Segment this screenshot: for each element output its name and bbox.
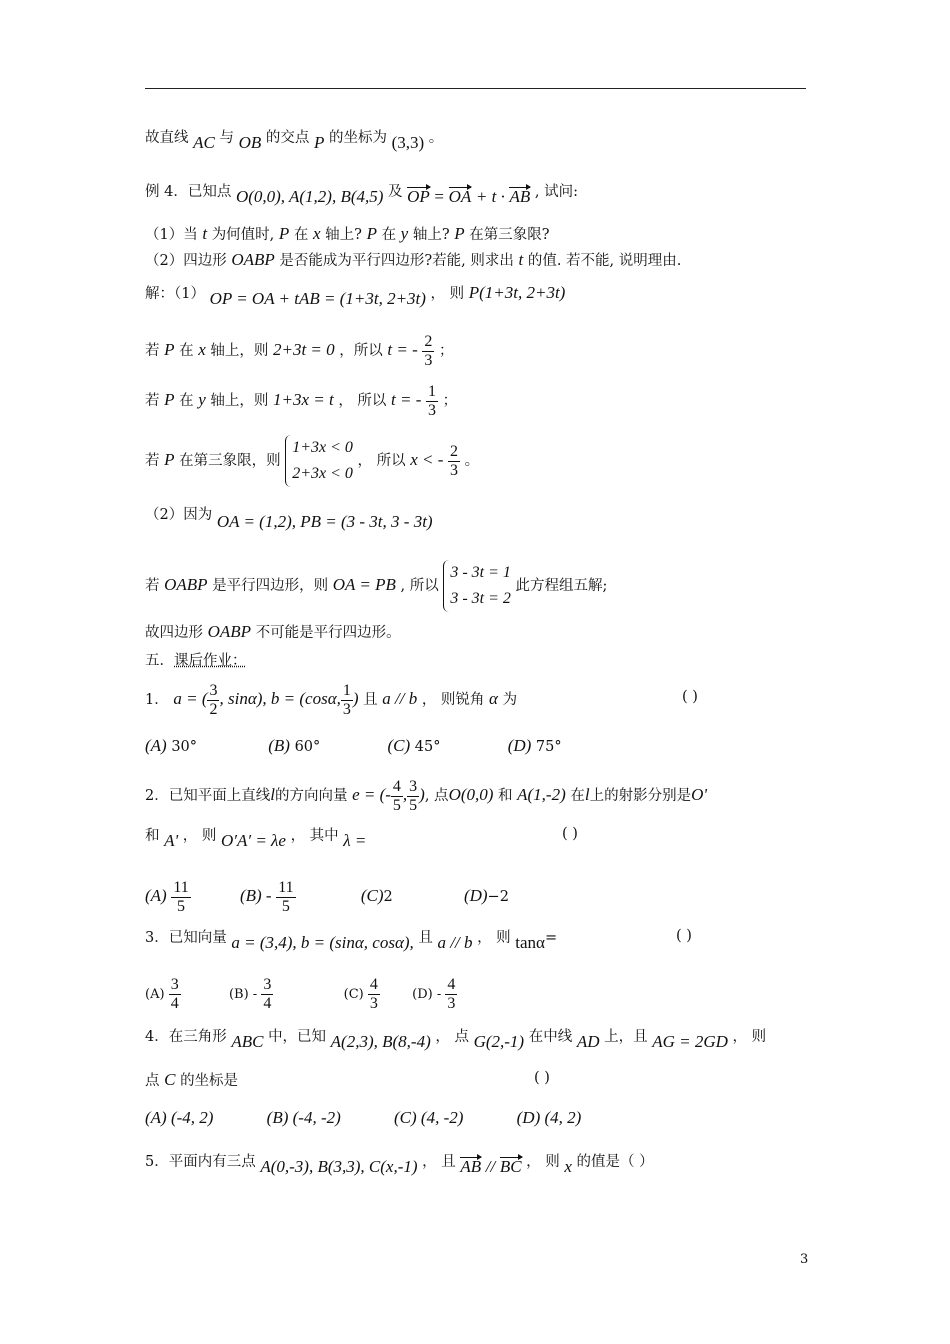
math: t = - bbox=[387, 340, 418, 359]
math: P bbox=[164, 390, 175, 409]
math: α bbox=[489, 689, 498, 708]
numerator: 3 bbox=[209, 681, 218, 699]
text: 在第三象限，则 bbox=[179, 453, 281, 469]
fraction bbox=[391, 778, 403, 815]
math: a = ( bbox=[173, 689, 208, 708]
text: 在 bbox=[179, 343, 194, 359]
math: // bbox=[485, 1157, 496, 1176]
text: ， 所以 bbox=[357, 453, 406, 469]
denominator: 5 bbox=[392, 796, 401, 814]
section-heading bbox=[145, 651, 247, 671]
text: ； bbox=[442, 393, 458, 409]
denominator: 3 bbox=[447, 995, 456, 1012]
text: 在 bbox=[381, 227, 397, 243]
math: a = (3,4), b = (sinα, cosα), bbox=[231, 933, 414, 952]
math: OB bbox=[238, 133, 262, 152]
question-3-options bbox=[145, 972, 457, 1018]
math: l bbox=[584, 785, 590, 804]
text: ， 所以 bbox=[338, 393, 387, 409]
math: ) bbox=[352, 689, 359, 708]
option-value: 60° bbox=[294, 739, 321, 755]
text: 上，且 bbox=[604, 1029, 648, 1045]
math: A(2,3), B(8,-4) bbox=[330, 1032, 431, 1051]
math: OA = (1,2), PB = (3 - 3t, 3 - 3t) bbox=[216, 512, 433, 531]
math: a // b bbox=[382, 689, 418, 708]
text-line-3 bbox=[145, 224, 550, 245]
text: 在中线 bbox=[528, 1029, 573, 1045]
text-line-2 bbox=[145, 182, 578, 207]
math: P bbox=[313, 133, 325, 152]
fraction bbox=[276, 879, 295, 916]
math: AC bbox=[193, 133, 215, 152]
text: ， 则 bbox=[732, 1029, 767, 1045]
option-label: (D) bbox=[463, 886, 488, 905]
denominator: 4 bbox=[170, 995, 179, 1012]
question-2 bbox=[145, 772, 707, 819]
option-label: (C) bbox=[360, 886, 384, 905]
fraction bbox=[368, 976, 380, 1013]
text: 若 bbox=[145, 453, 160, 469]
text: 在 bbox=[179, 393, 194, 409]
numerator: 3 bbox=[170, 976, 179, 993]
math: e = (- bbox=[352, 785, 391, 804]
text-line-7 bbox=[145, 378, 457, 423]
option-label: (D) - bbox=[412, 987, 442, 1002]
math: OABP bbox=[207, 622, 252, 641]
text: 和 bbox=[145, 828, 160, 844]
text: 五． bbox=[145, 653, 174, 669]
math: 1+3x = t bbox=[272, 390, 334, 409]
option-value: 30° bbox=[171, 739, 198, 755]
numerator: 4 bbox=[447, 976, 456, 993]
denominator: 5 bbox=[281, 897, 290, 915]
math: , sinα), b = (cosα, bbox=[219, 689, 341, 708]
math: y bbox=[198, 390, 206, 409]
math: x bbox=[564, 1157, 572, 1176]
numerator: 4 bbox=[369, 976, 378, 993]
text: ， 点 bbox=[435, 1029, 469, 1045]
text: , 所以 bbox=[400, 578, 439, 594]
denominator: 3 bbox=[342, 700, 351, 718]
math: P(1+3t, 2+3t) bbox=[468, 283, 566, 302]
numerator: 11 bbox=[173, 878, 189, 896]
denominator: 2 bbox=[209, 700, 218, 718]
option-label: (A) bbox=[145, 886, 167, 905]
text: ， 则 bbox=[182, 828, 217, 844]
math: A(0,-3), B(3,3), C(x,-1) bbox=[260, 1157, 418, 1176]
math: O' bbox=[691, 785, 708, 804]
math: x bbox=[198, 340, 206, 359]
text-line-1 bbox=[145, 128, 443, 153]
text: 2．已知平面上直线 bbox=[145, 788, 271, 804]
math: t bbox=[518, 250, 524, 269]
math: + t · bbox=[475, 187, 505, 206]
math: O(0,0), A(1,2), B(4,5) bbox=[235, 187, 384, 206]
text: 3．已知向量 bbox=[145, 930, 227, 946]
denominator: 4 bbox=[263, 995, 272, 1012]
vector-op: OP bbox=[407, 187, 430, 206]
option-label: (C) bbox=[343, 987, 364, 1002]
math: OP = OA + tAB = (1+3t, 2+3t) bbox=[209, 289, 426, 308]
text: 且 bbox=[363, 692, 378, 708]
option-value: 75° bbox=[535, 739, 562, 755]
math: x bbox=[313, 224, 321, 243]
math: C bbox=[164, 1070, 176, 1089]
math: P bbox=[278, 224, 290, 243]
fraction bbox=[422, 333, 434, 370]
text-line-6 bbox=[145, 328, 453, 373]
math: OABP bbox=[231, 250, 275, 269]
text-line-10 bbox=[145, 557, 607, 614]
text: 中，已知 bbox=[268, 1029, 327, 1045]
text: 点 bbox=[145, 1073, 160, 1089]
option-label: (B) bbox=[268, 736, 290, 755]
text: 若 bbox=[145, 343, 160, 359]
math: O′A′ = λe bbox=[220, 831, 286, 850]
question-4-options bbox=[145, 1108, 581, 1129]
text: 5．平面内有三点 bbox=[145, 1154, 256, 1170]
math: = bbox=[544, 930, 558, 946]
text: ， 则 bbox=[430, 286, 465, 302]
fraction bbox=[169, 976, 181, 1013]
text: 故四边形 bbox=[145, 625, 203, 641]
math: λ = bbox=[343, 831, 367, 850]
question-4-continued bbox=[145, 1070, 238, 1091]
text: 。 bbox=[428, 130, 444, 146]
question-1-options bbox=[145, 736, 562, 757]
fraction bbox=[341, 682, 353, 719]
text: 轴上，则 bbox=[210, 343, 269, 359]
math: A(1,-2) bbox=[517, 785, 566, 804]
question-5 bbox=[145, 1152, 654, 1177]
text-line-5 bbox=[145, 283, 565, 309]
fraction bbox=[207, 682, 219, 719]
text: 课后作业： bbox=[174, 653, 247, 669]
text: 解：（1） bbox=[145, 286, 205, 302]
text: 为 bbox=[502, 692, 518, 708]
question-2-continued bbox=[145, 826, 366, 851]
fraction bbox=[261, 976, 273, 1013]
math: ABC bbox=[231, 1032, 264, 1051]
text: ， 且 bbox=[422, 1154, 456, 1170]
text-line-9 bbox=[145, 505, 433, 532]
vector-oa: OA bbox=[448, 187, 472, 206]
text: 例 4．已知点 bbox=[145, 184, 232, 200]
text: 1． bbox=[145, 692, 169, 708]
option-value: 45° bbox=[414, 739, 441, 755]
option-value: (D) (4, 2) bbox=[516, 1108, 582, 1127]
text: 及 bbox=[388, 184, 403, 200]
math: ) bbox=[419, 785, 425, 804]
text: 若 bbox=[145, 578, 160, 594]
denominator: 3 bbox=[369, 995, 378, 1012]
header-rule bbox=[145, 88, 806, 89]
text: 的坐标是 bbox=[180, 1073, 239, 1089]
text: 的交点 bbox=[265, 130, 310, 146]
denominator: 3 bbox=[450, 461, 459, 479]
text: 轴上? bbox=[412, 227, 450, 243]
math: l bbox=[270, 785, 275, 804]
math: 2+3t = 0 bbox=[272, 340, 335, 359]
math: AD bbox=[576, 1032, 600, 1051]
numerator: 1 bbox=[428, 382, 436, 400]
denominator: 5 bbox=[177, 897, 186, 915]
fraction bbox=[407, 778, 419, 815]
math: O(0,0) bbox=[448, 785, 494, 804]
text: 和 bbox=[498, 788, 513, 804]
text: （2）因为 bbox=[145, 507, 213, 523]
question-1 bbox=[145, 676, 517, 723]
equation: 3 - 3t = 1 bbox=[450, 564, 511, 581]
option-value: (A) (-4, 2) bbox=[145, 1108, 214, 1127]
text-line-11 bbox=[145, 622, 401, 643]
page-number: 3 bbox=[800, 1252, 809, 1267]
option-label: (C) bbox=[387, 736, 411, 755]
math: tanα bbox=[515, 933, 545, 952]
text: 的坐标为 bbox=[328, 130, 387, 146]
math: t = - bbox=[391, 390, 422, 409]
equation-system bbox=[443, 560, 511, 612]
math: a // b bbox=[437, 933, 473, 952]
math: OA = PB bbox=[332, 575, 396, 594]
question-4 bbox=[145, 1027, 766, 1052]
equation: 3 - 3t = 2 bbox=[450, 590, 511, 607]
denominator: 3 bbox=[424, 351, 433, 369]
text: 在第三象限? bbox=[469, 227, 550, 243]
text: 。 bbox=[464, 453, 480, 469]
option-value: 2 bbox=[383, 889, 393, 905]
text: 与 bbox=[219, 130, 234, 146]
text: ， 则锐角 bbox=[421, 692, 485, 708]
text-line-8 bbox=[145, 432, 479, 489]
text: 的方向向量 bbox=[274, 788, 348, 804]
text: （2）四边形 bbox=[145, 253, 227, 269]
option-value: (C) (4, -2) bbox=[394, 1108, 464, 1127]
fraction bbox=[445, 976, 457, 1013]
math: y bbox=[400, 224, 409, 243]
text: 且 bbox=[418, 930, 433, 946]
text: 若 bbox=[145, 393, 160, 409]
numerator: 3 bbox=[263, 976, 272, 993]
math: P bbox=[164, 450, 175, 469]
text: 在 bbox=[293, 227, 309, 243]
answer-bracket: ( ) bbox=[676, 928, 692, 944]
option-value: (B) (-4, -2) bbox=[266, 1108, 341, 1127]
math: OABP bbox=[164, 575, 208, 594]
text-line-4 bbox=[145, 250, 681, 271]
math: G(2,-1) bbox=[473, 1032, 525, 1051]
text: 为何值时, bbox=[211, 227, 275, 243]
fraction bbox=[426, 383, 438, 420]
equation-system bbox=[285, 435, 353, 487]
equation: 2+3x < 0 bbox=[292, 465, 353, 482]
math: A' bbox=[164, 831, 179, 850]
text: , 试问: bbox=[534, 184, 578, 200]
option-label: (D) bbox=[507, 736, 532, 755]
numerator: 11 bbox=[278, 878, 294, 896]
text: 故直线 bbox=[145, 130, 189, 146]
text: ， 则 bbox=[526, 1154, 560, 1170]
numerator: 4 bbox=[392, 777, 401, 795]
vector-bc: BC bbox=[499, 1157, 522, 1176]
math: AG = 2GD bbox=[652, 1032, 728, 1051]
text: 是平行四边形，则 bbox=[212, 578, 329, 594]
vector-ab: AB bbox=[509, 187, 531, 206]
option-label: (B) - bbox=[239, 886, 272, 905]
math: = bbox=[434, 187, 445, 206]
math: P bbox=[454, 224, 465, 243]
fraction bbox=[171, 879, 190, 916]
denominator: 5 bbox=[409, 796, 418, 814]
math: P bbox=[366, 224, 377, 243]
text: 的值. 若不能, 说明理由. bbox=[527, 253, 682, 269]
text: 在 bbox=[570, 788, 585, 804]
fraction bbox=[448, 443, 460, 480]
option-label: (B) - bbox=[228, 987, 258, 1002]
text: 上的射影分别是 bbox=[589, 788, 692, 804]
text: 轴上，则 bbox=[210, 393, 269, 409]
math: P bbox=[164, 340, 175, 359]
text: 是否能成为平行四边形?若能, 则求出 bbox=[279, 253, 514, 269]
question-2-options bbox=[145, 873, 509, 920]
text: ， 其中 bbox=[290, 828, 339, 844]
text: （1）当 bbox=[145, 227, 198, 243]
text: 轴上? bbox=[325, 227, 362, 243]
math: , bbox=[402, 785, 408, 804]
denominator: 3 bbox=[428, 401, 436, 419]
text: 4．在三角形 bbox=[145, 1029, 227, 1045]
text: 不可能是平行四边形。 bbox=[255, 625, 401, 641]
numerator: 2 bbox=[450, 442, 459, 460]
text: 的值是（ ） bbox=[576, 1154, 654, 1170]
math: t bbox=[202, 224, 208, 243]
answer-bracket: ( ) bbox=[562, 826, 578, 842]
equation: 1+3x < 0 bbox=[292, 439, 353, 456]
text: ，所以 bbox=[339, 343, 383, 359]
vector-ab: AB bbox=[460, 1157, 482, 1176]
numerator: 2 bbox=[424, 332, 433, 350]
answer-bracket: ( ) bbox=[534, 1070, 550, 1086]
text: 此方程组五解; bbox=[515, 578, 608, 594]
numerator: 1 bbox=[342, 681, 351, 699]
answer-bracket: ( ) bbox=[682, 689, 698, 705]
math: (3,3) bbox=[391, 133, 425, 152]
numerator: 3 bbox=[409, 777, 418, 795]
option-label: (A) bbox=[145, 987, 165, 1002]
text: ， 则 bbox=[477, 930, 511, 946]
question-3 bbox=[145, 928, 557, 953]
option-value: −2 bbox=[487, 889, 509, 905]
text: ； bbox=[438, 343, 454, 359]
text: , 点 bbox=[424, 788, 449, 804]
math: x < - bbox=[410, 450, 444, 469]
option-label: (A) bbox=[145, 736, 167, 755]
